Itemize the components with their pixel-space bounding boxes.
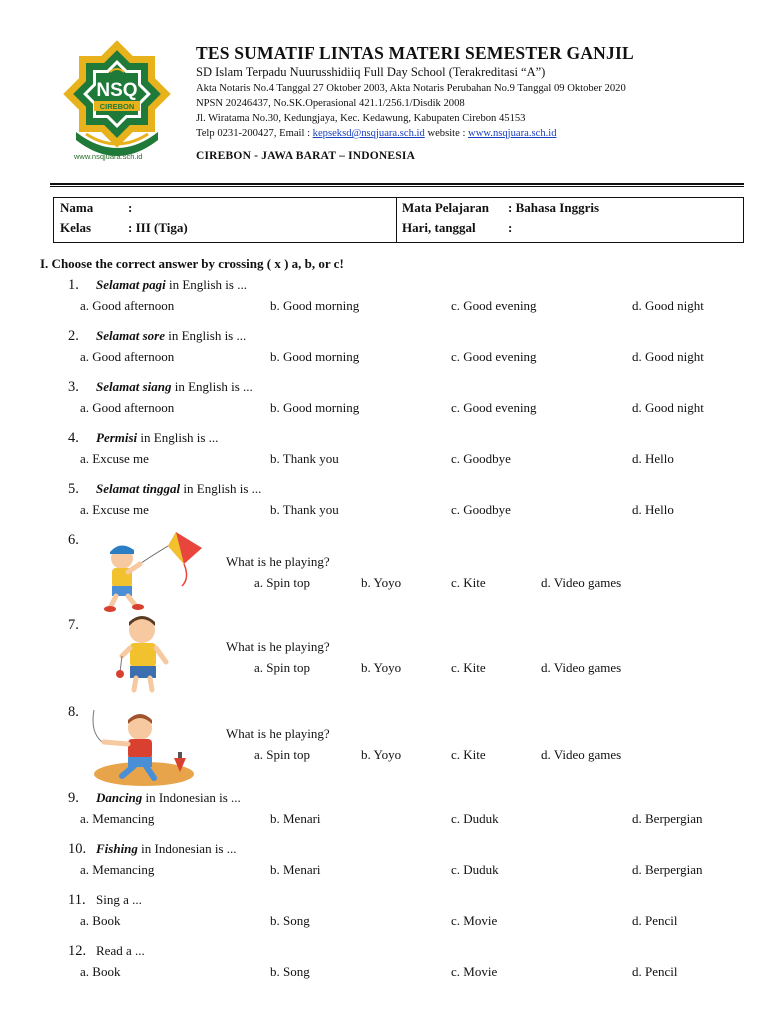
question-number: 8. — [68, 704, 79, 720]
mapel-value: : Bahasa Inggris — [508, 200, 600, 215]
option-d[interactable]: d. Berpergian — [632, 862, 703, 877]
option-b[interactable]: b. Thank you — [270, 451, 339, 466]
website-label: website : — [424, 128, 469, 139]
question-number: 9. — [68, 790, 79, 806]
school-name: SD Islam Terpadu Nuurusshidiiq Full Day School (Terakreditasi “A”) — [196, 65, 546, 79]
question-term: Dancing — [96, 790, 143, 805]
option-c[interactable]: c. Goodbye — [451, 451, 511, 466]
question-term: Fishing — [96, 841, 138, 856]
option-b[interactable]: b. Menari — [270, 811, 321, 826]
akta-notaris: Akta Notaris No.4 Tanggal 27 Oktober 2003, Akta Notaris Perubahan No.9 Tanggal 09 Oktober 2020 — [196, 83, 626, 94]
logo-url: www.nsqjuara.sch.id — [74, 152, 143, 161]
option-c[interactable]: c. Movie — [451, 964, 498, 979]
question-number: 2. — [68, 328, 79, 344]
question-text: in English is ... — [137, 430, 219, 445]
question-text: in Indonesian is ... — [142, 790, 241, 805]
question-text: in English is ... — [180, 481, 262, 496]
header-divider — [50, 183, 744, 185]
question-text: Read a ... — [96, 943, 145, 958]
logo-subtext: CIREBON — [99, 102, 135, 111]
option-a[interactable]: a. Good afternoon — [80, 349, 175, 364]
question-text: in English is ... — [165, 277, 247, 292]
question-7 — [68, 617, 96, 634]
option-a[interactable]: a. Book — [80, 964, 121, 979]
option-c[interactable]: c. Duduk — [451, 862, 499, 877]
question-text: in Indonesian is ... — [137, 841, 237, 856]
question-3 — [68, 379, 253, 396]
question-number: 11. — [68, 892, 86, 908]
option-b[interactable]: b. Yoyo — [361, 747, 402, 762]
option-a[interactable]: a. Spin top — [254, 747, 310, 762]
option-b[interactable]: b. Good morning — [270, 349, 360, 364]
address: Jl. Wiratama No.30, Kedungjaya, Kec. Kedawung, Kabupaten Cirebon 45153 — [196, 113, 526, 124]
question-text: in English is ... — [164, 328, 247, 343]
option-c[interactable]: c. Good evening — [451, 298, 537, 313]
info-divider — [396, 198, 397, 242]
option-b[interactable]: b. Yoyo — [361, 575, 402, 590]
option-b[interactable]: b. Menari — [270, 862, 321, 877]
telp-text: Telp 0231-200427, Email : — [196, 128, 313, 139]
option-a[interactable]: a. Spin top — [254, 575, 310, 590]
page-title: TES SUMATIF LINTAS MATERI SEMESTER GANJIL — [196, 43, 634, 63]
question-number: 5. — [68, 481, 79, 497]
question-term: Selamat tinggal — [96, 481, 181, 496]
option-d[interactable]: d. Hello — [632, 502, 674, 517]
country-line: CIREBON - JAWA BARAT – INDONESIA — [196, 150, 416, 162]
question-number: 10. — [68, 841, 87, 857]
school-logo — [58, 36, 176, 164]
hari-label: Hari, tanggal — [402, 220, 476, 235]
boy-flying-kite-illustration — [98, 528, 206, 612]
question-1 — [68, 277, 247, 294]
option-b[interactable]: b. Thank you — [270, 502, 339, 517]
npsn: NPSN 20246437, No.SK.Operasional 421.1/256.1/Disdik 2008 — [196, 98, 465, 109]
nama-label: Nama — [60, 200, 94, 215]
option-b[interactable]: b. Good morning — [270, 298, 360, 313]
option-d[interactable]: d. Good night — [632, 400, 704, 415]
option-a[interactable]: a. Good afternoon — [80, 400, 175, 415]
question-prompt: What is he playing? — [226, 726, 330, 741]
option-d[interactable]: d. Video games — [541, 575, 622, 590]
option-b[interactable]: b. Song — [270, 913, 310, 928]
question-term: Selamat siang — [96, 379, 172, 394]
option-c[interactable]: c. Movie — [451, 913, 498, 928]
boy-playing-spin-top-illustration — [88, 702, 200, 788]
question-number: 6. — [68, 532, 79, 548]
option-c[interactable]: c. Kite — [451, 575, 486, 590]
option-d[interactable]: d. Video games — [541, 660, 622, 675]
question-5 — [68, 481, 261, 498]
option-c[interactable]: c. Goodbye — [451, 502, 511, 517]
option-b[interactable]: b. Song — [270, 964, 310, 979]
student-info-box — [53, 197, 744, 243]
question-number: 7. — [68, 617, 79, 633]
option-c[interactable]: c. Kite — [451, 747, 486, 762]
option-d[interactable]: d. Berpergian — [632, 811, 703, 826]
question-2 — [68, 328, 246, 345]
kelas-label: Kelas — [60, 220, 92, 235]
logo-text: NSQ — [96, 80, 138, 101]
hari-colon: : — [508, 220, 513, 235]
option-b[interactable]: b. Yoyo — [361, 660, 402, 675]
email-link[interactable]: kepseksd@nsqjuara.sch.id — [312, 128, 425, 139]
option-a[interactable]: a. Excuse me — [80, 451, 149, 466]
option-d[interactable]: d. Good night — [632, 298, 704, 313]
option-a[interactable]: a. Good afternoon — [80, 298, 175, 313]
question-number: 4. — [68, 430, 79, 446]
option-c[interactable]: c. Good evening — [451, 349, 537, 364]
nama-colon: : — [128, 200, 133, 215]
question-4 — [68, 430, 218, 447]
boy-playing-yoyo-illustration — [110, 612, 176, 694]
question-term: Selamat pagi — [96, 277, 166, 292]
option-d[interactable]: d. Video games — [541, 747, 622, 762]
option-a[interactable]: a. Spin top — [254, 660, 310, 675]
option-d[interactable]: d. Pencil — [632, 913, 678, 928]
letterhead — [196, 42, 756, 162]
question-11 — [68, 892, 142, 909]
option-a[interactable]: a. Memancing — [80, 862, 155, 877]
question-12 — [68, 943, 145, 960]
option-b[interactable]: b. Good morning — [270, 400, 360, 415]
section-instruction: I. Choose the correct answer by crossing ( x ) a, b, or c! — [40, 256, 344, 271]
option-c[interactable]: c. Good evening — [451, 400, 537, 415]
option-d[interactable]: d. Hello — [632, 451, 674, 466]
kelas-value: : III (Tiga) — [128, 220, 188, 235]
website-link[interactable]: www.nsqjuara.sch.id — [468, 128, 557, 139]
question-text: Sing a ... — [96, 892, 142, 907]
question-number: 3. — [68, 379, 79, 395]
option-d[interactable]: d. Pencil — [632, 964, 678, 979]
header-divider-thin — [50, 186, 744, 187]
question-10 — [68, 841, 237, 858]
mapel-label: Mata Pelajaran — [402, 200, 490, 215]
question-number: 1. — [68, 277, 79, 293]
option-a[interactable]: a. Book — [80, 913, 121, 928]
option-a[interactable]: a. Excuse me — [80, 502, 149, 517]
question-prompt: What is he playing? — [226, 639, 330, 654]
question-number: 12. — [68, 943, 87, 959]
question-term: Selamat sore — [96, 328, 165, 343]
contact-line — [196, 126, 756, 141]
question-prompt: What is he playing? — [226, 554, 330, 569]
question-text: in English is ... — [171, 379, 253, 394]
option-c[interactable]: c. Duduk — [451, 811, 499, 826]
option-a[interactable]: a. Memancing — [80, 811, 155, 826]
question-term: Permisi — [96, 430, 138, 445]
question-9 — [68, 790, 241, 807]
option-c[interactable]: c. Kite — [451, 660, 486, 675]
question-6 — [68, 532, 96, 549]
option-d[interactable]: d. Good night — [632, 349, 704, 364]
